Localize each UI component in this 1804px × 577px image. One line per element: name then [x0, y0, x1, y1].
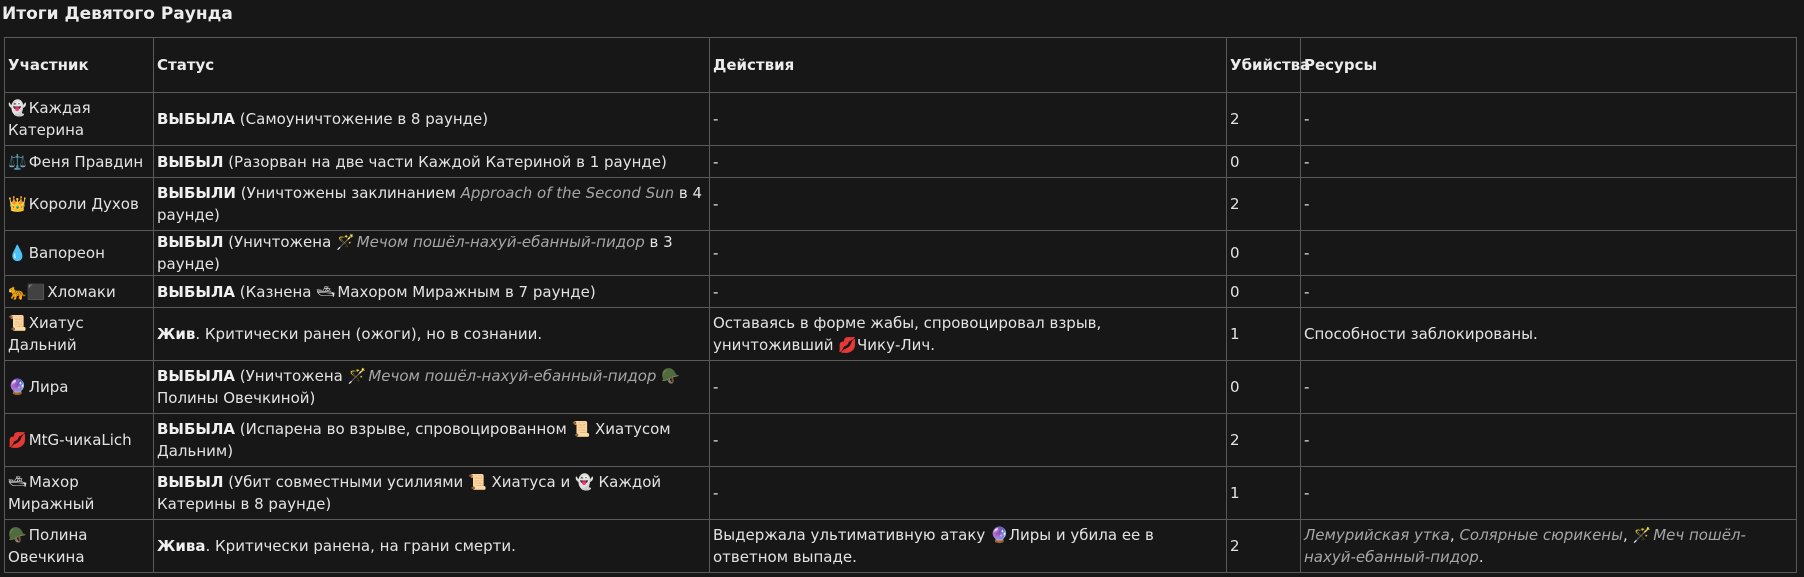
- table-row: [5, 276, 1797, 308]
- table-row: [5, 93, 1797, 146]
- status-label: ВЫБЫЛА: [157, 367, 236, 385]
- separator: ,: [1622, 526, 1633, 544]
- status-detail: (Разорван на две части Каждой Катериной в 1 раунде): [223, 152, 667, 171]
- status-label: ВЫБЫЛА: [157, 282, 236, 301]
- helmet-icon: 🪖: [661, 367, 680, 385]
- resource-item: Лемурийская утка: [1304, 526, 1450, 544]
- column-header-participant: Участник: [5, 38, 154, 93]
- kills-cell: 1: [1227, 467, 1301, 520]
- column-header-status: Статус: [154, 38, 710, 93]
- actions-cell: -: [710, 146, 1227, 178]
- participant-name: Хломаки: [47, 282, 116, 301]
- status-cell: [154, 361, 710, 414]
- kills-cell: 2: [1227, 93, 1301, 146]
- kills-cell: 2: [1227, 178, 1301, 231]
- status-detail: . Критически ранена, на грани смерти.: [205, 537, 516, 555]
- actions-cell: -: [710, 276, 1227, 308]
- status-detail: (Убит совместными усилиями 📜 Хиатуса и 👻 Каждой Катерины в 8 раунде): [157, 473, 662, 513]
- actions-cell: -: [710, 361, 1227, 414]
- table-row: [5, 520, 1797, 573]
- actions-cell: -: [710, 414, 1227, 467]
- weapon-name: Мечом пошёл-нахуй-ебанный-пидор: [356, 233, 645, 251]
- actions-cell: Оставаясь в форме жабы, спровоцировал взрыв, уничтоживший 💋Чику-Лич.: [710, 308, 1227, 361]
- participant-cell: [5, 231, 154, 276]
- kills-cell: 2: [1227, 520, 1301, 573]
- participant-cell: [5, 414, 154, 467]
- actions-cell: -: [710, 93, 1227, 146]
- status-detail: (Самоуничтожение в 8 раунде): [235, 110, 489, 128]
- status-detail: (Уничтожена: [235, 367, 348, 385]
- status-label: ВЫБЫЛ: [157, 152, 224, 171]
- participant-name: Полина Овечкина: [8, 526, 88, 566]
- participant-name: Каждая Катерина: [8, 99, 91, 139]
- page-title: Итоги Девятого Раунда: [2, 4, 233, 24]
- status-label: ВЫБЫЛ: [157, 233, 224, 251]
- kills-cell: 0: [1227, 146, 1301, 178]
- status-cell: [154, 231, 710, 276]
- status-detail: (Казнена: [235, 282, 317, 301]
- lips-icon: 💋: [8, 431, 27, 449]
- status-label: Жив: [157, 325, 196, 343]
- column-header-kills: Убийства: [1227, 38, 1301, 93]
- status-detail: Полины Овечкиной): [157, 389, 316, 407]
- status-detail: . Критически ранен (ожоги), но в сознании.: [195, 325, 543, 343]
- kills-cell: 2: [1227, 414, 1301, 467]
- participant-cell: [5, 467, 154, 520]
- column-header-resources: Ресурсы: [1301, 38, 1797, 93]
- kills-cell: 0: [1227, 276, 1301, 308]
- participant-cell: [5, 520, 154, 573]
- status-cell: [154, 276, 710, 308]
- scales-icon: ⚖️: [8, 152, 27, 171]
- table-row: [5, 467, 1797, 520]
- status-label: ВЫБЫЛА: [157, 110, 236, 128]
- actions-cell: -: [710, 178, 1227, 231]
- resource-item: Солярные сюрикены: [1459, 526, 1623, 544]
- participant-name: Махор Миражный: [8, 473, 95, 513]
- boat-icon: 🛥: [8, 473, 28, 491]
- kills-cell: 0: [1227, 231, 1301, 276]
- participant-name: MtG-чикаLich: [28, 431, 132, 449]
- wand-icon: 🪄: [347, 367, 367, 385]
- participant-cell: [5, 146, 154, 178]
- participant-name: Хиатус Дальний: [8, 314, 84, 354]
- participant-cell: [5, 178, 154, 231]
- status-detail: (Уничтожена: [223, 233, 337, 251]
- participant-name: Лира: [28, 378, 69, 396]
- participant-cell: [5, 308, 154, 361]
- status-cell: [154, 178, 710, 231]
- status-detail: (Испарена во взрыве, спровоцированном 📜 Хиатусом Дальним): [157, 420, 671, 460]
- resources-cell: -: [1301, 93, 1797, 146]
- boat-icon: 🛥: [316, 282, 336, 301]
- status-detail: в 4 раунде): [157, 184, 703, 224]
- helmet-icon: 🪖: [8, 526, 27, 544]
- status-cell: [154, 308, 710, 361]
- participant-cell: [5, 276, 154, 308]
- wand-icon: 🪄: [1632, 526, 1652, 544]
- participant-name: Вапореон: [28, 244, 105, 262]
- status-label: ВЫБЫЛ: [157, 473, 224, 491]
- results-table: [4, 37, 1797, 573]
- table-header-row: [5, 38, 1797, 93]
- participant-cell: [5, 93, 154, 146]
- table-row: [5, 414, 1797, 467]
- table-row: [5, 361, 1797, 414]
- table-row: [5, 178, 1797, 231]
- resources-cell: -: [1301, 414, 1797, 467]
- status-cell: [154, 414, 710, 467]
- column-header-actions: Действия: [710, 38, 1227, 93]
- participant-name: Короли Духов: [28, 195, 139, 213]
- wand-icon: 🪄: [336, 233, 355, 251]
- actions-cell: -: [710, 467, 1227, 520]
- table-row: [5, 146, 1797, 178]
- participant-cell: [5, 361, 154, 414]
- resources-cell: -: [1301, 178, 1797, 231]
- ghost-icon: 👻: [8, 99, 27, 117]
- actions-cell: Выдержала ультимативную атаку 🔮Лиры и убила ее в ответном выпаде.: [710, 520, 1227, 573]
- droplet-icon: 💧: [8, 244, 27, 262]
- resource-item: Меч пошёл-нахуй-ебанный-пидор: [1304, 526, 1746, 566]
- resources-cell: -: [1301, 231, 1797, 276]
- weapon-name: Мечом пошёл-нахуй-ебанный-пидор: [368, 367, 657, 385]
- actions-cell: -: [710, 231, 1227, 276]
- kills-cell: 0: [1227, 361, 1301, 414]
- table-row: [5, 231, 1797, 276]
- resources-cell: Способности заблокированы.: [1301, 308, 1797, 361]
- status-cell: [154, 467, 710, 520]
- separator: .: [1478, 548, 1484, 566]
- participant-name: Феня Правдин: [28, 152, 144, 171]
- status-detail: Махором Миражным в 7 раунде): [337, 282, 596, 301]
- separator: ,: [1449, 526, 1460, 544]
- status-cell: [154, 146, 710, 178]
- scroll-icon: 📜: [8, 314, 27, 332]
- status-cell: [154, 520, 710, 573]
- kills-cell: 1: [1227, 308, 1301, 361]
- crystal-ball-icon: 🔮: [8, 378, 27, 396]
- status-label: ВЫБЫЛИ: [157, 184, 236, 202]
- status-label: Жива: [157, 537, 206, 555]
- resources-cell: -: [1301, 276, 1797, 308]
- status-cell: [154, 93, 710, 146]
- crown-icon: 👑: [8, 195, 27, 213]
- spell-name: Approach of the Second Sun: [460, 184, 675, 202]
- table-row: [5, 308, 1797, 361]
- resources-cell: [1301, 520, 1797, 573]
- status-label: ВЫБЫЛА: [157, 420, 236, 438]
- resources-cell: -: [1301, 361, 1797, 414]
- resources-cell: -: [1301, 146, 1797, 178]
- status-detail: в 3 раунде): [157, 233, 673, 273]
- resources-cell: -: [1301, 467, 1797, 520]
- leopard-icon: 🐆⬛: [8, 282, 46, 301]
- status-detail: (Уничтожены заклинанием: [235, 184, 461, 202]
